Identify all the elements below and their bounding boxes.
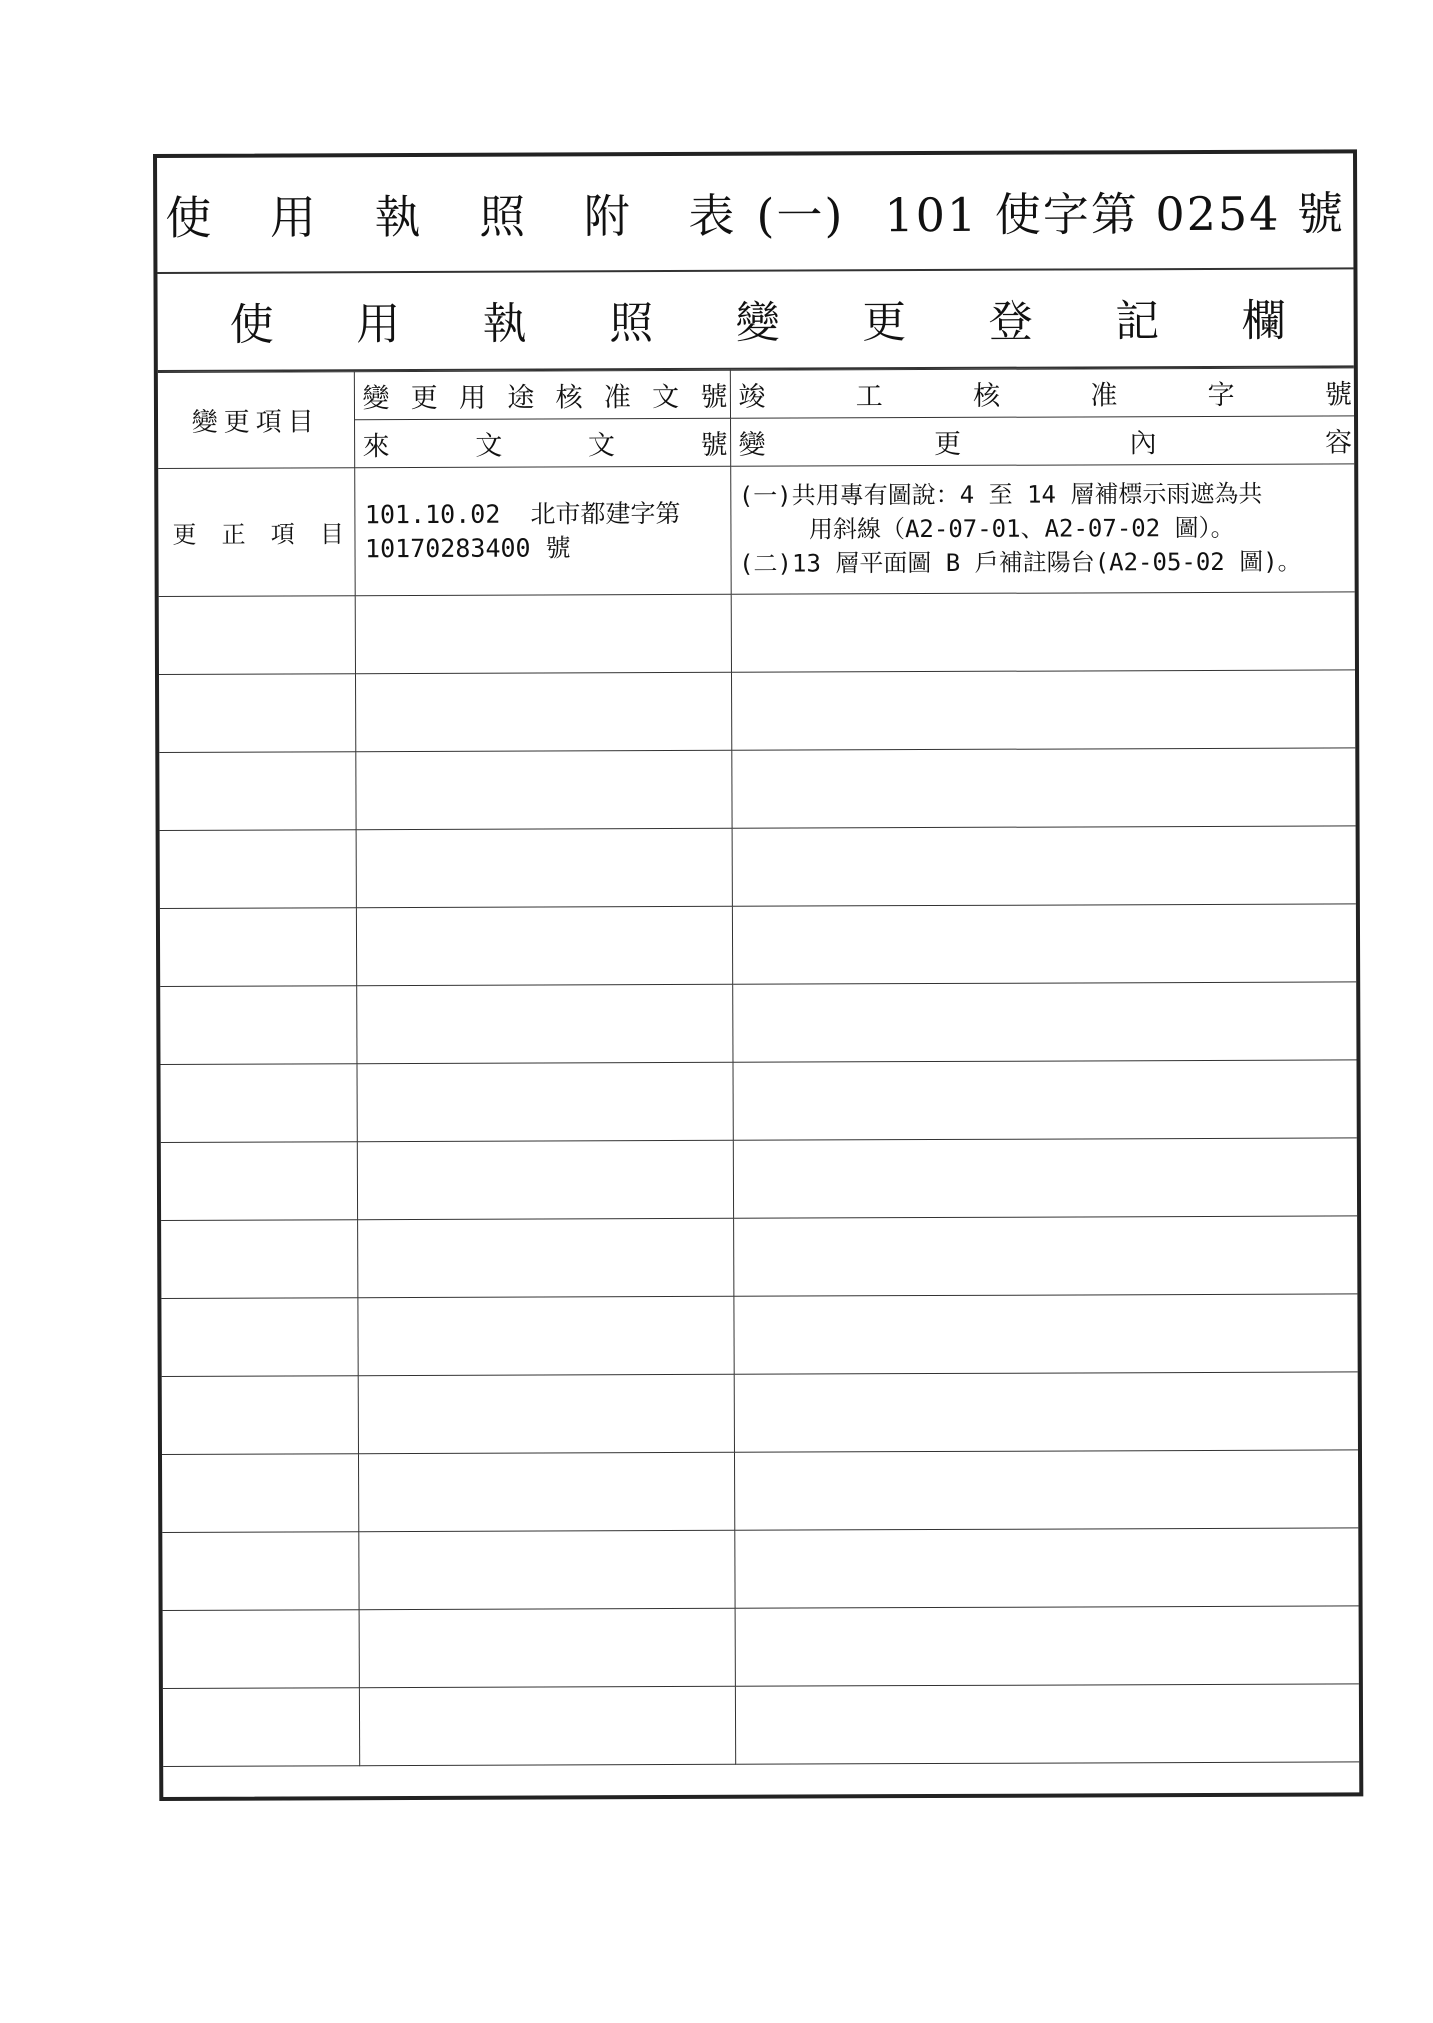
header-char: 文 [587, 430, 615, 462]
blank-cell [161, 1298, 357, 1377]
blank-cell [161, 1142, 357, 1221]
blank-cell [358, 1374, 734, 1453]
header-char: 工 [855, 381, 883, 413]
register-char: 使 [229, 299, 274, 351]
header-char: 准 [603, 382, 631, 414]
register-char: 變 [735, 297, 780, 349]
blank-cell [159, 596, 355, 675]
blank-row [160, 904, 1356, 987]
blank-row [159, 748, 1355, 831]
blank-cell [160, 908, 356, 987]
blank-cell [355, 750, 731, 829]
blank-cell [357, 1140, 733, 1219]
header-incoming-doc [354, 418, 730, 467]
header-char: 竣 [738, 381, 766, 413]
header-char: 文 [652, 381, 680, 414]
blank-cell [159, 752, 355, 831]
blank-cell [733, 1294, 1357, 1374]
item-char: 目 [319, 520, 344, 549]
blank-row [163, 1606, 1359, 1689]
blank-cell [356, 1062, 732, 1141]
header-char: 號 [1324, 379, 1352, 411]
blank-cell [733, 1138, 1357, 1218]
header-char: 核 [555, 382, 583, 414]
title-paren: (一) [756, 188, 845, 243]
content-line: 用斜線（A2-07-01、A2-07-02 圖）。 [808, 513, 1235, 544]
header-approval-doc [354, 370, 730, 419]
header-char: 用 [458, 382, 487, 414]
blank-cell [358, 1530, 734, 1609]
header-completion-no [730, 368, 1354, 418]
register-char: 執 [482, 298, 527, 350]
blank-cell [159, 674, 355, 753]
blank-cell [357, 1296, 733, 1375]
blank-row [159, 670, 1355, 753]
header-change-item: 變更項目 [158, 372, 354, 469]
doc-number-line: 101.10.02 北市都建字第 [364, 498, 681, 530]
blank-cell [162, 1532, 358, 1611]
register-char: 用 [356, 299, 401, 351]
blank-cell [356, 828, 732, 907]
blank-cell [732, 826, 1356, 906]
header-char: 准 [1090, 380, 1118, 412]
blank-row [160, 1060, 1356, 1143]
blank-cell [731, 748, 1355, 828]
doc-number-cell [354, 466, 730, 595]
blank-cell [162, 1454, 358, 1533]
blank-cell [163, 1688, 359, 1767]
title-prefix: 使 用 執 照 附 表 [165, 188, 757, 245]
register-char: 照 [609, 298, 654, 350]
blank-row [162, 1372, 1358, 1455]
blank-cell [355, 594, 731, 673]
content-line: (一)共用專有圖說：4 至 14 層補標示雨遮為共 [738, 479, 1263, 510]
blank-cell [732, 982, 1356, 1062]
register-char: 更 [862, 297, 907, 349]
table-row [158, 464, 1354, 597]
blank-cell [356, 906, 732, 985]
change-register-table [158, 367, 1359, 1767]
header-char: 字 [1207, 379, 1235, 411]
blank-row [160, 826, 1356, 909]
item-char: 正 [221, 520, 246, 549]
item-char: 項 [270, 520, 295, 549]
register-char: 記 [1115, 296, 1160, 348]
blank-cell [735, 1606, 1359, 1686]
header-char: 更 [410, 382, 438, 415]
blank-cell [359, 1686, 735, 1765]
header-char: 變 [738, 429, 766, 461]
header-char: 更 [934, 428, 962, 461]
blank-cell [355, 672, 731, 751]
blank-cell [733, 1216, 1357, 1296]
blank-row [162, 1528, 1358, 1611]
blank-cell [359, 1608, 735, 1687]
header-char: 容 [1325, 427, 1353, 459]
blank-cell [160, 986, 356, 1065]
change-content-cell [730, 464, 1354, 594]
header-char: 來 [362, 431, 390, 463]
header-change-content [730, 416, 1354, 466]
blank-row [161, 1294, 1357, 1377]
blank-cell [732, 1060, 1356, 1140]
header-char: 文 [475, 430, 503, 462]
blank-cell [161, 1220, 357, 1299]
blank-row [162, 1450, 1358, 1533]
blank-row [159, 592, 1355, 675]
register-header [157, 267, 1353, 372]
page-title [157, 153, 1353, 274]
blank-row [161, 1216, 1357, 1299]
blank-cell [731, 592, 1355, 672]
blank-cell [731, 670, 1355, 750]
blank-cell [734, 1450, 1358, 1530]
blank-row [161, 1138, 1357, 1221]
blank-row [160, 982, 1356, 1065]
header-char: 號 [700, 429, 728, 461]
header-char: 核 [972, 380, 1001, 412]
blank-cell [160, 830, 356, 909]
blank-cell [358, 1452, 734, 1531]
header-char: 號 [700, 381, 728, 413]
blank-cell [356, 984, 732, 1063]
register-char: 登 [988, 296, 1033, 348]
header-char: 內 [1129, 428, 1157, 460]
blank-cell [163, 1610, 359, 1689]
item-cell [158, 468, 354, 597]
header-char: 途 [507, 382, 535, 414]
blank-row [163, 1684, 1359, 1767]
blank-cell [160, 1064, 356, 1143]
blank-cell [732, 904, 1356, 984]
doc-number-line: 10170283400 號 [364, 533, 571, 564]
blank-cell [357, 1218, 733, 1297]
header-char: 變 [362, 383, 390, 415]
item-char: 更 [172, 520, 197, 549]
blank-cell [735, 1684, 1359, 1764]
blank-cell [734, 1528, 1358, 1608]
title-number: 101 使字第 0254 號 [884, 186, 1346, 243]
blank-cell [734, 1372, 1358, 1452]
content-line: (二)13 層平面圖 B 戶補註陽台(A2-05-02 圖)。 [739, 547, 1302, 578]
blank-cell [162, 1376, 358, 1455]
register-char: 欄 [1241, 295, 1286, 347]
license-attachment-sheet [153, 149, 1363, 1801]
